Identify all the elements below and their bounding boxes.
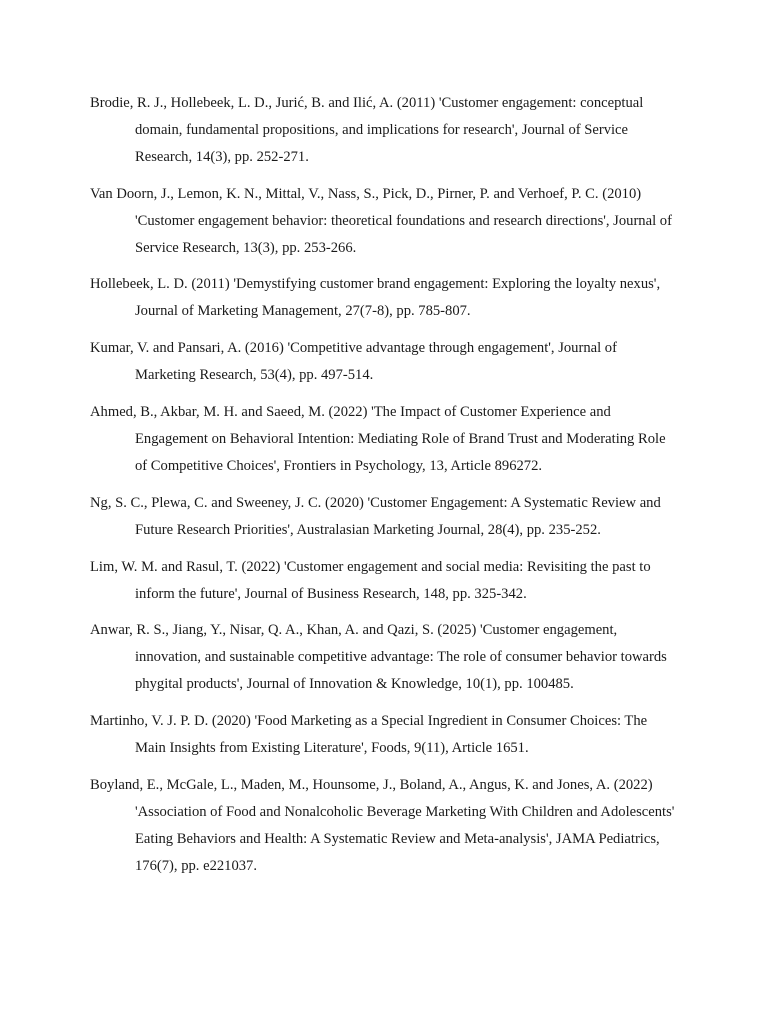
reference-entry: Brodie, R. J., Hollebeek, L. D., Jurić, B. and Ilić, A. (2011) 'Customer engagement: conceptual domain, fundamental propositions, and implications for research', Journal of Service Research, 14(3), pp. 252-271. <box>90 95 644 165</box>
reference-entry: Van Doorn, J., Lemon, K. N., Mittal, V., Nass, S., Pick, D., Pirner, P. and Verhoef, P. C. (2010) 'Customer engagement behavior: theoretical foundations and research directions', Journal of Service Research, 13(3), pp. 253-266. <box>90 185 672 256</box>
reference-entry: Martinho, V. J. P. D. (2020) 'Food Marketing as a Special Ingredient in Consumer Choices: The Main Insights from Existing Literature', Foods, 9(11), Article 1651. <box>90 713 648 757</box>
reference-entry: Boyland, E., McGale, L., Maden, M., Hounsome, J., Boland, A., Angus, K. and Jones, A. (2022) 'Association of Food and Nonalcoholic Beverage Marketing With Children and Adolescents' Eating Behaviors and Health: A Systematic Review and Meta-analysis', JAMA Pediatrics, 176(7), pp. e221037. <box>90 776 675 874</box>
reference-entry: Hollebeek, L. D. (2011) 'Demystifying customer brand engagement: Exploring the loyalty nexus', Journal of Marketing Management, 27(7-8), pp. 785-807. <box>90 276 661 320</box>
reference-entry: Anwar, R. S., Jiang, Y., Nisar, Q. A., Khan, A. and Qazi, S. (2025) 'Customer engagement, innovation, and sustainable competitive advantage: The role of consumer behavior towards phygital products', Journal of Innovation & Knowledge, 10(1), pp. 100485. <box>90 622 667 693</box>
reference-entry: Kumar, V. and Pansari, A. (2016) 'Competitive advantage through engagement', Journal of Marketing Research, 53(4), pp. 497-514. <box>90 340 617 384</box>
reference-entry: Lim, W. M. and Rasul, T. (2022) 'Customer engagement and social media: Revisiting the past to inform the future', Journal of Business Research, 148, pp. 325-342. <box>90 558 651 602</box>
reference-entry: Ahmed, B., Akbar, M. H. and Saeed, M. (2022) 'The Impact of Customer Experience and Engagement on Behavioral Intention: Mediating Role of Brand Trust and Moderating Role of Competitive Choices', Frontiers in Psychology, 13, Article 896272. <box>90 404 666 474</box>
reference-list <box>90 90 676 890</box>
reference-entry: Ng, S. C., Plewa, C. and Sweeney, J. C. (2020) 'Customer Engagement: A Systematic Review and Future Research Priorities', Australasian Marketing Journal, 28(4), pp. 235-252. <box>90 494 661 538</box>
